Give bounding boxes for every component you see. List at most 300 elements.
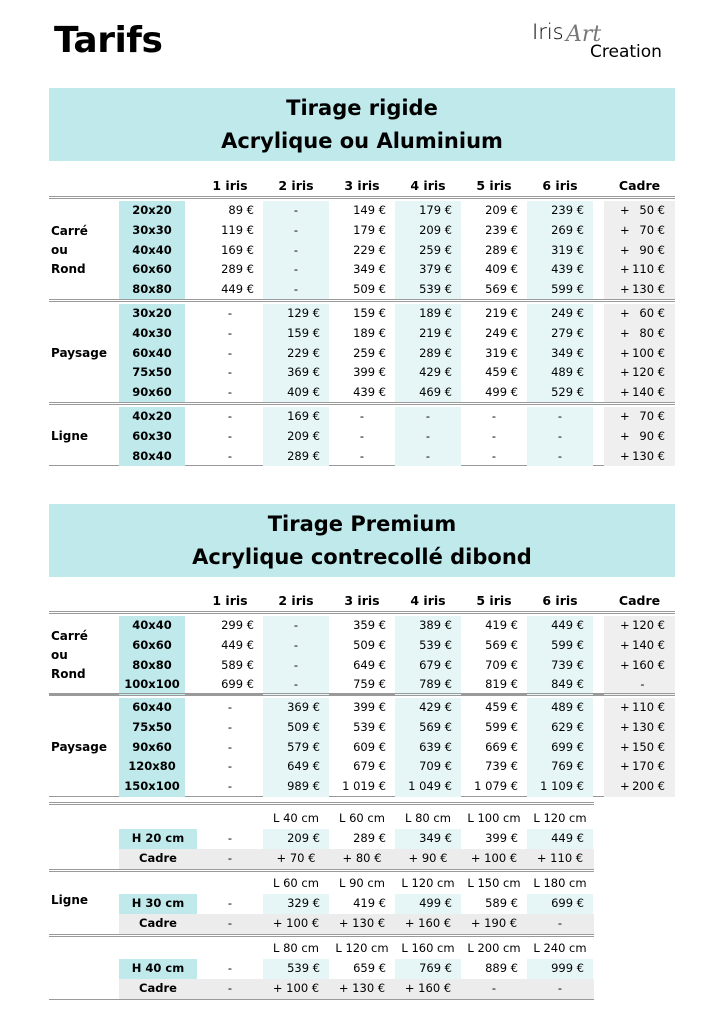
premium-ligne-cadre-label: Cadre (119, 914, 197, 934)
rigide-price-cell: 289 € (287, 448, 320, 463)
rigide-price-cell: 349 € (353, 262, 386, 277)
rigide-col-header: 3 iris (344, 178, 380, 193)
premium-price-cell: 739 € (551, 657, 584, 672)
rigide-price-cell: 439 € (551, 262, 584, 277)
rigide-cadre-part: + (620, 242, 630, 257)
premium-ligne-length: L 100 cm (467, 811, 521, 825)
premium-price-cell: 589 € (221, 657, 254, 672)
premium-cadre-part: + (620, 657, 630, 672)
rigide-price-cell: - (491, 409, 497, 423)
premium-ligne-length: L 120 cm (335, 941, 389, 955)
premium-price-column (527, 616, 593, 695)
premium-price-cell: 769 € (551, 759, 584, 774)
rigide-price-cell: 179 € (419, 203, 452, 217)
premium-cadre-part: 160 € (632, 657, 665, 672)
rigide-cadre-cell (604, 344, 675, 364)
page-title: Tarifs (54, 20, 163, 61)
rigide-price-cell: 249 € (551, 306, 584, 320)
rigide-price-column (197, 201, 263, 300)
premium-ligne-cadre-cell: + 80 € (342, 851, 382, 865)
premium-price-cell: 649 € (287, 759, 320, 774)
premium-ligne-price: 349 € (395, 829, 461, 849)
rigide-price-cell: - (491, 448, 497, 463)
premium-ligne-price: 999 € (527, 959, 593, 979)
rigide-price-column (461, 304, 527, 403)
rigide-cadre-column (604, 304, 675, 403)
premium-price-column (329, 616, 395, 695)
premium-ligne-price: 539 € (263, 959, 329, 979)
rigide-col-header: 4 iris (410, 178, 446, 193)
rigide-cadre-part: 60 € (639, 306, 665, 320)
premium-price-cell: 539 € (353, 719, 386, 734)
rigide-cadre-cell (604, 407, 675, 427)
premium-cadre-cell (604, 757, 675, 777)
rigide-price-cell: 599 € (551, 282, 584, 297)
rigide-cadre-cell (604, 241, 675, 261)
premium-price-cell: 599 € (485, 719, 518, 734)
premium-size-label: 75x50 (119, 718, 185, 738)
rigide-col-header: 2 iris (278, 178, 314, 193)
rigide-price-column (527, 407, 593, 466)
logo-creation: Creation (590, 42, 662, 62)
premium-banner (49, 504, 675, 577)
premium-col-header: 6 iris (542, 593, 578, 608)
rigide-price-cell: 409 € (485, 262, 518, 277)
rigide-size-column (119, 407, 185, 466)
rigide-price-cell: 459 € (485, 365, 518, 380)
premium-price-cell: 399 € (353, 700, 386, 714)
premium-cadre-part: 120 € (632, 618, 665, 632)
premium-ligne-price: - (227, 831, 233, 845)
rigide-group-name-line: Ligne (51, 429, 89, 444)
premium-price-cell: 569 € (485, 637, 518, 652)
rigide-group (49, 299, 675, 403)
rigide-size-label: 60x30 (119, 427, 185, 447)
rigide-col-header: Cadre (618, 178, 661, 193)
premium-ligne-price: 769 € (395, 959, 461, 979)
rigide-price-cell: 159 € (353, 306, 386, 320)
premium-price-cell: 429 € (419, 700, 452, 714)
premium-price-cell: 629 € (551, 719, 584, 734)
premium-group-name (51, 738, 107, 757)
premium-ligne-price: 209 € (263, 829, 329, 849)
premium-cadre-part: 200 € (632, 779, 665, 794)
premium-price-cell: 389 € (419, 618, 452, 632)
premium-ligne-cadre-label: Cadre (119, 849, 197, 869)
premium-price-cell: 1 109 € (540, 779, 584, 794)
premium-price-column (395, 698, 461, 797)
rigide-price-cell: 289 € (485, 242, 518, 257)
rigide-price-cell: 219 € (419, 325, 452, 340)
premium-group-name-line: Rond (51, 667, 86, 682)
rigide-cadre-part: + (620, 203, 630, 217)
premium-cadre-part: 170 € (632, 759, 665, 774)
rigide-col-header: 6 iris (542, 178, 578, 193)
premium-ligne-separator (49, 869, 594, 872)
premium-ligne-price: 399 € (485, 831, 518, 845)
premium-price-cell: 849 € (551, 677, 584, 692)
premium-ligne-cadre-cell: + 190 € (470, 916, 518, 930)
rigide-cadre-part: 120 € (632, 365, 665, 380)
premium-price-cell: 789 € (419, 677, 452, 692)
rigide-group (49, 196, 675, 300)
premium-price-column (329, 698, 395, 797)
rigide-price-cell: - (425, 448, 431, 463)
rigide-cadre-part: + (620, 428, 630, 443)
premium-cadre-part: - (640, 677, 645, 692)
rigide-price-cell: - (227, 428, 233, 443)
rigide-cadre-cell (604, 363, 675, 383)
logo-art: Art (566, 22, 602, 47)
premium-price-column (527, 698, 593, 797)
rigide-price-cell: 259 € (419, 242, 452, 257)
rigide-price-cell: - (227, 448, 233, 463)
premium-ligne-length: L 60 cm (273, 876, 319, 890)
premium-ligne-cadre-cell: + 130 € (338, 981, 386, 995)
rigide-price-cell: - (227, 385, 233, 400)
rigide-group-name-line: Paysage (51, 346, 107, 360)
rigide-price-cell: 349 € (551, 345, 584, 360)
rigide-cadre-part: + (620, 385, 630, 400)
premium-price-cell: 989 € (287, 779, 320, 794)
premium-group-name-line: ou (51, 648, 68, 663)
premium-ligne-length: L 150 cm (467, 876, 521, 890)
rigide-price-cell: 469 € (419, 385, 452, 400)
rigide-cadre-part: 110 € (632, 262, 665, 277)
rigide-price-cell: 129 € (287, 306, 320, 320)
premium-ligne-length: L 160 cm (401, 941, 455, 955)
premium-cadre-part: + (620, 739, 630, 754)
rigide-price-cell: - (491, 428, 497, 443)
premium-price-cell: 459 € (485, 700, 518, 714)
premium-ligne-cadre-cell: - (227, 916, 233, 930)
premium-cadre-column (604, 698, 675, 797)
premium-size-label: 100x100 (119, 675, 185, 695)
premium-price-cell: 579 € (287, 739, 320, 754)
rigide-banner-line2: Acrylique ou Aluminium (221, 129, 503, 153)
premium-price-cell: 649 € (353, 657, 386, 672)
premium-cadre-cell (604, 738, 675, 758)
rigide-price-cell: 279 € (551, 325, 584, 340)
premium-price-cell: 679 € (353, 759, 386, 774)
rigide-cadre-cell (604, 383, 675, 403)
premium-price-cell: 639 € (419, 739, 452, 754)
rigide-price-cell: - (227, 325, 233, 340)
premium-ligne-price: 289 € (353, 831, 386, 845)
premium-ligne-cadre-cell: + 160 € (404, 981, 452, 995)
premium-price-column (395, 616, 461, 695)
premium-group-name-line: Carré (51, 629, 88, 644)
premium-ligne-length: L 80 cm (405, 811, 451, 825)
premium-ligne-length: L 120 cm (533, 811, 587, 825)
rigide-col-header: 1 iris (212, 178, 248, 193)
premium-group (49, 693, 675, 797)
rigide-price-cell: 409 € (287, 385, 320, 400)
premium-cadre-part: + (620, 637, 630, 652)
rigide-price-cell: 259 € (353, 345, 386, 360)
premium-cadre-cell (604, 616, 675, 636)
rigide-cadre-part: + (620, 282, 630, 297)
premium-price-cell: - (293, 657, 299, 672)
premium-size-label: 80x80 (119, 656, 185, 676)
rigide-price-cell: - (293, 242, 299, 257)
rigide-cadre-cell (604, 221, 675, 241)
rigide-price-cell: 369 € (287, 365, 320, 380)
premium-ligne-height: H 20 cm (119, 829, 197, 849)
premium-ligne-price: 499 € (395, 894, 461, 914)
premium-ligne-section (49, 802, 594, 996)
premium-ligne-cadre-cell: + 90 € (408, 851, 448, 865)
premium-ligne-price: - (227, 961, 233, 975)
premium-price-cell: 599 € (551, 637, 584, 652)
premium-ligne-length: L 120 cm (401, 876, 455, 890)
premium-price-cell: 1 019 € (342, 779, 386, 794)
premium-price-cell: - (227, 719, 233, 734)
premium-cadre-part: + (620, 618, 630, 632)
premium-ligne-cadre-cell: + 70 € (276, 851, 316, 865)
premium-size-label: 60x40 (119, 698, 185, 718)
rigide-col-header: 5 iris (476, 178, 512, 193)
premium-ligne-cadre-cell: + 160 € (404, 916, 452, 930)
premium-ligne-length: L 180 cm (533, 876, 587, 890)
rigide-price-cell: - (227, 365, 233, 380)
rigide-price-cell: 159 € (287, 325, 320, 340)
rigide-price-cell: 229 € (353, 242, 386, 257)
premium-price-cell: - (227, 700, 233, 714)
premium-price-cell: 1 079 € (474, 779, 518, 794)
rigide-size-label: 40x40 (119, 241, 185, 261)
premium-ligne-price: 659 € (353, 961, 386, 975)
premium-price-cell: - (293, 677, 299, 692)
rigide-price-cell: 449 € (221, 282, 254, 297)
rigide-group-name-line: Carré (51, 224, 88, 238)
premium-size-column (119, 616, 185, 695)
rigide-cadre-part: 50 € (639, 203, 665, 217)
rigide-cadre-cell (604, 447, 675, 467)
rigide-size-label: 40x30 (119, 324, 185, 344)
premium-cadre-cell (604, 777, 675, 797)
rigide-size-column (119, 304, 185, 403)
premium-col-header: 2 iris (278, 593, 314, 608)
rigide-price-cell: 239 € (551, 203, 584, 217)
rigide-price-column (263, 201, 329, 300)
premium-ligne-price: - (227, 896, 233, 910)
rigide-price-cell: 209 € (419, 222, 452, 237)
rigide-cadre-part: 140 € (632, 385, 665, 400)
rigide-price-cell: - (293, 262, 299, 277)
rigide-price-cell: 509 € (353, 282, 386, 297)
premium-banner-line2: Acrylique contrecollé dibond (192, 545, 532, 569)
rigide-banner-line1: Tirage rigide (286, 96, 438, 120)
premium-price-cell: - (293, 637, 299, 652)
rigide-group-name (51, 427, 88, 446)
rigide-cadre-cell (604, 260, 675, 280)
premium-price-cell: 449 € (221, 637, 254, 652)
premium-cadre-part: 130 € (632, 719, 665, 734)
rigide-cadre-part: + (620, 306, 630, 320)
premium-size-column (119, 698, 185, 797)
premium-price-cell: 819 € (485, 677, 518, 692)
premium-ligne-height: H 40 cm (119, 959, 197, 979)
rigide-price-cell: 119 € (221, 222, 254, 237)
rigide-group-name-line: ou (51, 243, 68, 257)
rigide-table (49, 176, 675, 471)
rigide-price-column (395, 201, 461, 300)
rigide-price-column (263, 407, 329, 466)
rigide-size-label: 60x60 (119, 260, 185, 280)
rigide-group-name-line: Rond (51, 262, 86, 276)
premium-ligne-cadre-cell: + 100 € (272, 981, 320, 995)
premium-table (49, 591, 675, 1016)
rigide-price-cell: - (557, 428, 563, 443)
rigide-cadre-cell (604, 324, 675, 344)
rigide-price-cell: 439 € (353, 385, 386, 400)
premium-col-header: Cadre (618, 593, 661, 608)
rigide-price-cell: 189 € (353, 325, 386, 340)
rigide-cadre-part: 130 € (632, 282, 665, 297)
premium-ligne-price: 419 € (353, 896, 386, 910)
rigide-price-cell: - (557, 448, 563, 463)
premium-price-cell: 739 € (485, 759, 518, 774)
premium-size-label: 90x60 (119, 738, 185, 758)
premium-ligne-cadre-cell: - (227, 981, 233, 995)
rigide-size-label: 75x50 (119, 363, 185, 383)
premium-ligne-length: L 40 cm (273, 811, 319, 825)
rigide-price-column (329, 304, 395, 403)
rigide-price-cell: 569 € (485, 282, 518, 297)
rigide-size-label: 30x30 (119, 221, 185, 241)
premium-price-cell: 449 € (551, 618, 584, 632)
rigide-price-column (329, 407, 395, 466)
premium-price-cell: 699 € (221, 677, 254, 692)
rigide-price-cell: 269 € (551, 222, 584, 237)
rigide-cadre-part: + (620, 262, 630, 277)
premium-price-column (263, 616, 329, 695)
rigide-price-cell: - (359, 409, 365, 423)
premium-group (49, 611, 675, 695)
rigide-cadre-cell (604, 427, 675, 447)
rigide-cadre-part: 70 € (639, 222, 665, 237)
rigide-price-cell: - (425, 428, 431, 443)
rigide-cadre-cell (604, 201, 675, 221)
rigide-price-cell: - (293, 222, 299, 237)
rigide-price-cell: 179 € (353, 222, 386, 237)
rigide-price-column (329, 201, 395, 300)
premium-ligne-price: 889 € (485, 961, 518, 975)
premium-price-cell: 709 € (485, 657, 518, 672)
premium-cadre-part: + (620, 719, 630, 734)
premium-ligne-length: L 200 cm (467, 941, 521, 955)
premium-price-cell: 539 € (419, 637, 452, 652)
premium-cadre-part: + (620, 779, 630, 794)
premium-ligne-height: H 30 cm (119, 894, 197, 914)
premium-price-cell: 759 € (353, 677, 386, 692)
premium-price-cell: 299 € (221, 618, 254, 632)
premium-price-cell: 1 049 € (408, 779, 452, 794)
rigide-cadre-part: + (620, 409, 630, 423)
rigide-price-cell: 209 € (485, 203, 518, 217)
rigide-price-cell: 289 € (419, 345, 452, 360)
premium-ligne-price: 589 € (485, 896, 518, 910)
rigide-price-cell: - (557, 409, 563, 423)
premium-ligne-length: L 80 cm (273, 941, 319, 955)
premium-price-cell: - (293, 618, 299, 632)
rigide-price-cell: 319 € (485, 345, 518, 360)
rigide-price-column (395, 304, 461, 403)
premium-cadre-cell (604, 718, 675, 738)
premium-ligne-cadre-cell: + 130 € (338, 916, 386, 930)
rigide-price-cell: 89 € (228, 203, 254, 217)
premium-price-cell: 369 € (287, 700, 320, 714)
premium-price-column (263, 698, 329, 797)
rigide-cadre-part: + (620, 325, 630, 340)
premium-cadre-cell (604, 636, 675, 656)
rigide-price-cell: - (425, 409, 431, 423)
rigide-cadre-part: 70 € (639, 409, 665, 423)
rigide-price-cell: - (227, 345, 233, 360)
premium-price-column (461, 698, 527, 797)
rigide-price-cell: 209 € (287, 428, 320, 443)
rigide-price-cell: 149 € (353, 203, 386, 217)
rigide-price-column (461, 407, 527, 466)
rigide-price-column (527, 304, 593, 403)
rigide-price-column (527, 201, 593, 300)
premium-size-label: 60x60 (119, 636, 185, 656)
premium-ligne-cadre-cell: - (227, 851, 233, 865)
rigide-size-label: 80x80 (119, 280, 185, 300)
premium-group-name (51, 627, 88, 684)
rigide-size-label: 40x20 (119, 407, 185, 427)
rigide-price-cell: - (227, 409, 233, 423)
premium-col-header: 3 iris (344, 593, 380, 608)
rigide-cadre-part: + (620, 365, 630, 380)
premium-ligne-length: L 240 cm (533, 941, 587, 955)
premium-ligne-cadre-cell: + 110 € (536, 851, 584, 865)
rigide-price-cell: 239 € (485, 222, 518, 237)
premium-ligne-length: L 90 cm (339, 876, 385, 890)
premium-price-column (197, 616, 263, 695)
premium-price-cell: 489 € (551, 700, 584, 714)
rigide-size-label: 20x20 (119, 201, 185, 221)
rigide-price-column (461, 201, 527, 300)
rigide-cadre-part: + (620, 345, 630, 360)
premium-cadre-column (604, 616, 675, 695)
rigide-cadre-part: + (620, 222, 630, 237)
premium-price-column (197, 698, 263, 797)
premium-ligne-length: L 60 cm (339, 811, 385, 825)
premium-price-cell: 359 € (353, 618, 386, 632)
rigide-size-label: 60x40 (119, 344, 185, 364)
premium-group-name-line: Paysage (51, 740, 107, 754)
premium-ligne-cadre-label: Cadre (119, 979, 197, 999)
premium-col-header: 1 iris (212, 593, 248, 608)
premium-ligne-cadre-cell: - (557, 981, 563, 995)
rigide-price-cell: 429 € (419, 365, 452, 380)
premium-ligne-name: Ligne (51, 893, 89, 907)
premium-cadre-part: 140 € (632, 637, 665, 652)
rigide-price-cell: - (293, 282, 299, 297)
rigide-price-cell: 399 € (353, 365, 386, 380)
premium-price-cell: 699 € (551, 739, 584, 754)
rigide-price-cell: 529 € (551, 385, 584, 400)
rigide-price-cell: - (359, 448, 365, 463)
premium-price-cell: - (227, 779, 233, 794)
premium-price-cell: 679 € (419, 657, 452, 672)
premium-price-cell: 709 € (419, 759, 452, 774)
rigide-size-label: 80x40 (119, 447, 185, 467)
premium-cadre-cell (604, 656, 675, 676)
premium-cadre-cell (604, 698, 675, 718)
